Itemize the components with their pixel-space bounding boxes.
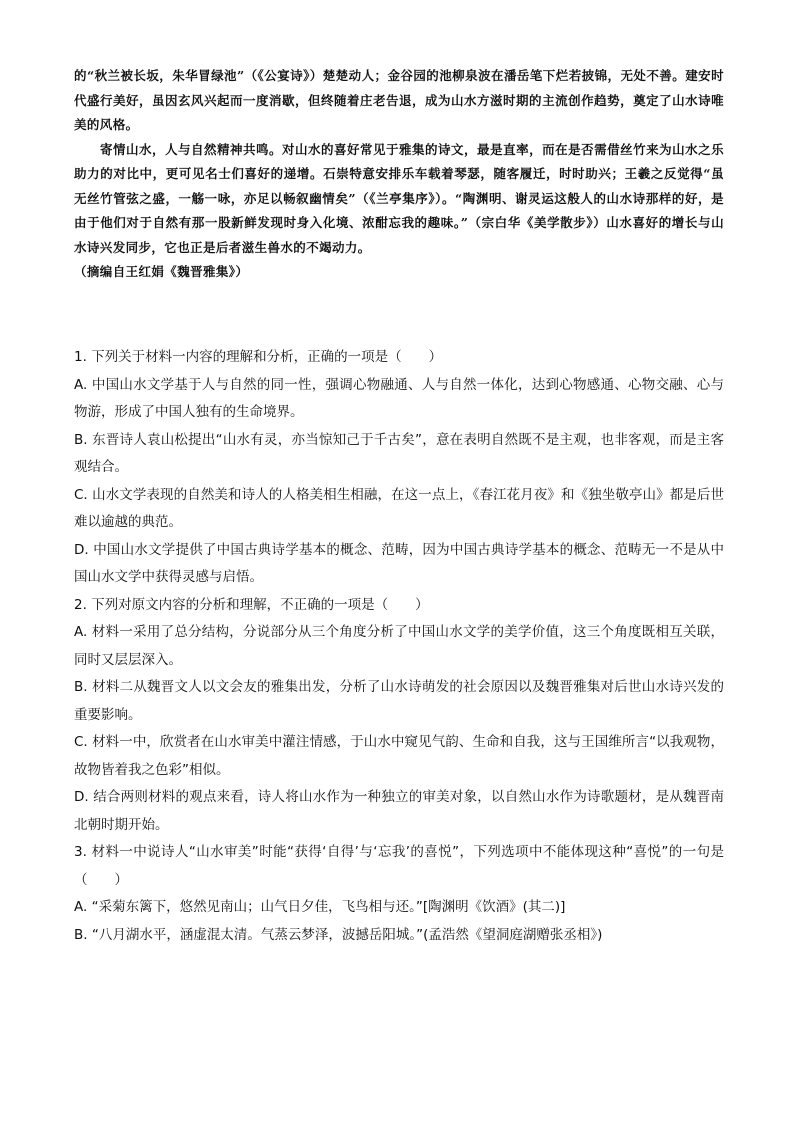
option-b: B. 材料二从魏晋文人以文会友的雅集出发，分析了山水诗萌发的社会原因以及魏晋雅集对后世山水诗兴发的重要影响。 (74, 679, 724, 723)
option-a: A. 中国山水文学基于人与自然的同一性，强调心物融通、人与自然一体化，达到心物感通、心物交融、心与物游，形成了中国人独有的生命境界。 (74, 376, 724, 420)
option-d: D. 中国山水文学提供了中国古典诗学基本的概念、范畴，因为中国古典诗学基本的概念、范畴无一不是从中国山水文学中获得灵感与启悟。 (74, 541, 724, 585)
option-c: C. 山水文学表现的自然美和诗人的人格美相生相融，在这一点上，《春江花月夜》和《独坐敬亭山》都是后世难以逾越的典范。 (74, 486, 724, 530)
passage-source: （摘编自王红娟《魏晋雅集》） (74, 264, 249, 279)
question-3 (74, 839, 724, 949)
question-2 (74, 592, 724, 840)
option-b: B. “八月湖水平，涵虚混太清。气蒸云梦泽，波撼岳阳城。”(孟浩然《望洞庭湖赠张丞相》) (74, 926, 603, 943)
question-list (74, 344, 724, 949)
option-c: C. 材料一中，欣赏者在山水审美中灌注情感，于山水中窥见气韵、生命和自我，这与王国维所言“以我观物，故物皆着我之色彩”相似。 (74, 734, 724, 778)
reading-passage (74, 64, 724, 285)
passage-paragraph-2: 寄情山水，人与自然精神共鸣。对山水的喜好常见于雅集的诗文，最是直率，而在是否需借丝竹来为山水之乐助力的对比中，更可见名士们喜好的递增。石崇特意安排乐车载着琴瑟，随客履迁，时时助兴；王羲之反觉得“虽无丝竹管弦之盛，一觞一咏，亦足以畅叙幽情矣”（《兰亭集序》）。“陶渊明、谢灵运这般人的山水诗那样的好，是由于他们对于自然有那一股新鲜发现时身入化境、浓酣忘我的趣味。”（宗白华《美学散步》）山水喜好的增长与山水诗兴发同步，它也正是后者滋生兽水的不竭动力。 (74, 141, 724, 255)
question-1 (74, 344, 724, 592)
passage-paragraph-1: 的“秋兰被长坂，朱华冒绿池”（《公宴诗》）楚楚动人；金谷园的池柳泉波在潘岳笔下烂若披锦，无处不善。建安时代盛行美好，虽因玄风兴起而一度消歇，但终随着庄老告退，成为山水方滋时期的主流创作趋势，奠定了山水诗唯美的风格。 (74, 68, 724, 132)
option-a: A. “采菊东篱下，悠然见南山；山气日夕佳，飞鸟相与还。”[陶渊明《饮酒》(其二)] (74, 899, 566, 915)
option-a: A. 材料一采用了总分结构，分说部分从三个角度分析了中国山水文学的美学价值，这三个角度既相互关联，同时又层层深入。 (74, 624, 724, 668)
question-stem: 1. 下列关于材料一内容的理解和分析，正确的一项是（ ） (74, 349, 443, 365)
option-d: D. 结合两则材料的观点来看，诗人将山水作为一种独立的审美对象，以自然山水作为诗歌题材，是从魏晋南北朝时期开始。 (74, 789, 724, 833)
question-stem: 3. 材料一中说诗人“山水审美”时能“获得‘自得’与‘忘我’的喜悦”，下列选项中不能体现这种“喜悦”的一句是（ ） (74, 844, 724, 888)
option-b: B. 东晋诗人袁山松提出“山水有灵，亦当惊知己于千古矣”，意在表明自然既不是主观，也非客观，而是主客观结合。 (74, 431, 724, 475)
question-stem: 2. 下列对原文内容的分析和理解，不正确的一项是（ ） (74, 596, 429, 613)
